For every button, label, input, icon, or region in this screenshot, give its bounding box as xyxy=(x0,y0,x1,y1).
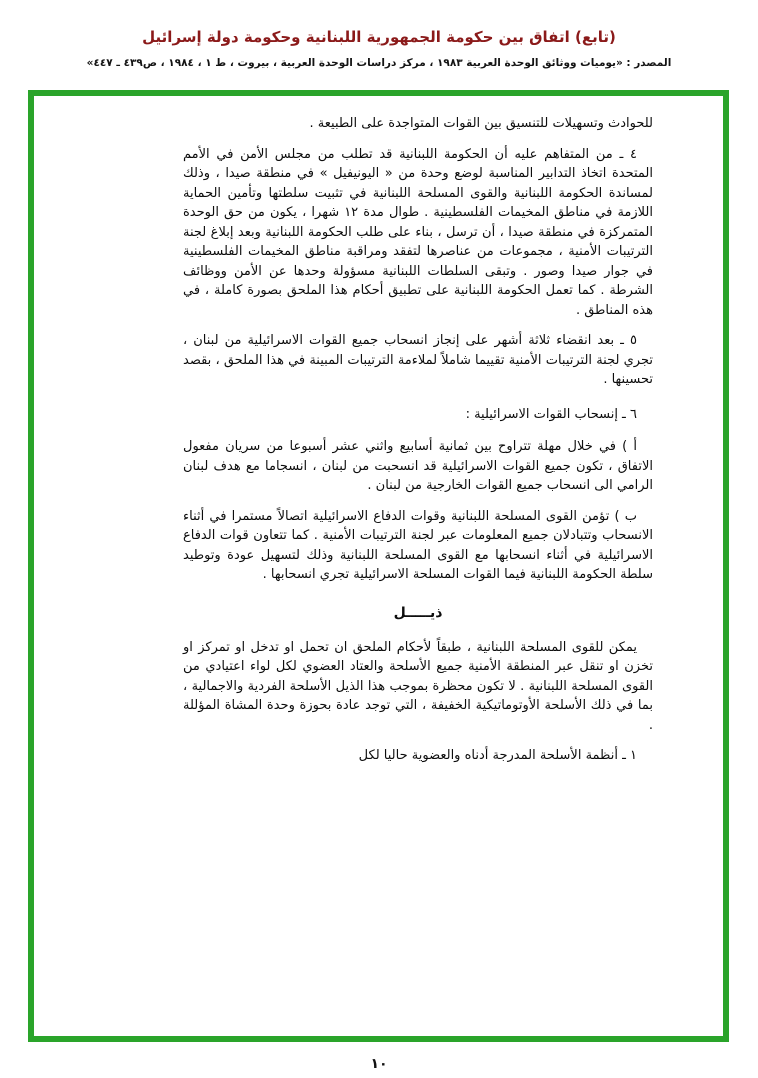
page-number: ١٠ xyxy=(370,1056,388,1072)
page-header xyxy=(0,0,758,69)
document-body xyxy=(183,114,653,766)
paragraph-continuation: للحوادث وتسهيلات للتنسيق بين القوات المتواجدة على الطبيعة . xyxy=(309,116,653,131)
paragraph-appendix: يمكن للقوى المسلحة اللبنانية ، طبقاً لأحكام الملحق ان تحمل او تدخل او تمركز او تخزن او تنقل عبر المنطقة الأمنية جميع الأسلحة والعتاد العضوي لكل لواء اعتيادي من القوى المسلحة اللبنانية . لا تكون محظرة بموجب هذا الذيل الأسلحة الفردية والاجمالية ، بما في ذلك الأسلحة الأوتوماتيكية الخفيفة ، التي توجد عادة بحوزة وحدة المشاة المؤللة . xyxy=(183,639,653,733)
source-line: المصدر : «يوميات ووثائق الوحدة العربية ١٩٨٣ ، مركز دراسات الوحدة العربية ، بيروت ، ط ١ ، ١٩٨٤ ، ص٤٣٩ ـ ٤٤٧» xyxy=(86,56,672,69)
paragraph-item-5: ٥ ـ بعد انقضاء ثلاثة أشهر على إنجاز انسحاب جميع القوات الاسرائيلية من لبنان ، تجري لجنة الترتيبات الأمنية تقييما شاملاً لملاءمة الترتيبات المبينة في هذا الملحق ، بقصد تحسينها . xyxy=(183,333,653,387)
appendix-heading: ذيـــــل xyxy=(393,604,443,621)
paragraph-item-a: أ ) في خلال مهلة تتراوح بين ثمانية أسابيع واثني عشر أسبوعا من سريان مفعول الاتفاق ، تكون جميع القوات الاسرائيلية قد انسحبت من لبنان ، انسجاما مع هدف لبنان الرامي الى انسحاب جميع القوات الخارجية من لبنان . xyxy=(183,439,653,493)
page-footer xyxy=(0,1053,758,1072)
paragraph-item-b: ب ) تؤمن القوى المسلحة اللبنانية وقوات الدفاع الاسرائيلية اتصالاً مستمرا في أثناء الانسحاب وتتبادلان جميع المعلومات عبر لجنة الترتيبات الأمنية . كما تتعاون قوات الدفاع الاسرائيلية في أثناء انسحابها مع القوى المسلحة اللبنانية وذلك لتسهيل عودة وتوطيد سلطة الحكومة اللبنانية فيما القوات المسلحة الاسرائيلية تجري انسحابها . xyxy=(183,508,653,582)
paragraph-item-1: ١ ـ أنظمة الأسلحة المدرجة أدناه والعضوية حاليا لكل xyxy=(358,748,637,763)
section-heading-6: ٦ ـ إنسحاب القوات الاسرائيلية : xyxy=(465,406,637,422)
paragraph-item-4: ٤ ـ من المتفاهم عليه أن الحكومة اللبنانية قد تطلب من مجلس الأمن في الأمم المتحدة اتخاذ التدابير المناسبة لوضع وحدة من « اليونيفيل » في منطقة صيدا ، وذلك لمساندة الحكومة اللبنانية والقوى المسلحة اللبنانية في تثبيت سلطتها وتأمين الحماية اللازمة في مناطق المخيمات الفلسطينية . طوال مدة ١٢ شهرا ، يكون من حق الوحدة المتمركزة في منطقة صيدا ، أن ترسل ، بناء على طلب الحكومة اللبنانية وبعد إبلاغ لجنة الترتيبات الأمنية ، مجموعات من عناصرها لتفقد ومراقبة مناطق المخيمات الفلسطينية في جوار صيدا وصور . وتبقى السلطات اللبنانية مسؤولة وحدها عن الأمن ووظائف الشرطة . كما تعمل الحكومة اللبنانية على تطبيق أحكام هذا الملحق بصورة كاملة ، في هذه المناطق . xyxy=(183,146,653,318)
document-title: (تابع) اتفاق بين حكومة الجمهورية اللبنانية وحكومة دولة إسرائيل xyxy=(142,28,616,46)
document-frame xyxy=(28,90,729,1042)
